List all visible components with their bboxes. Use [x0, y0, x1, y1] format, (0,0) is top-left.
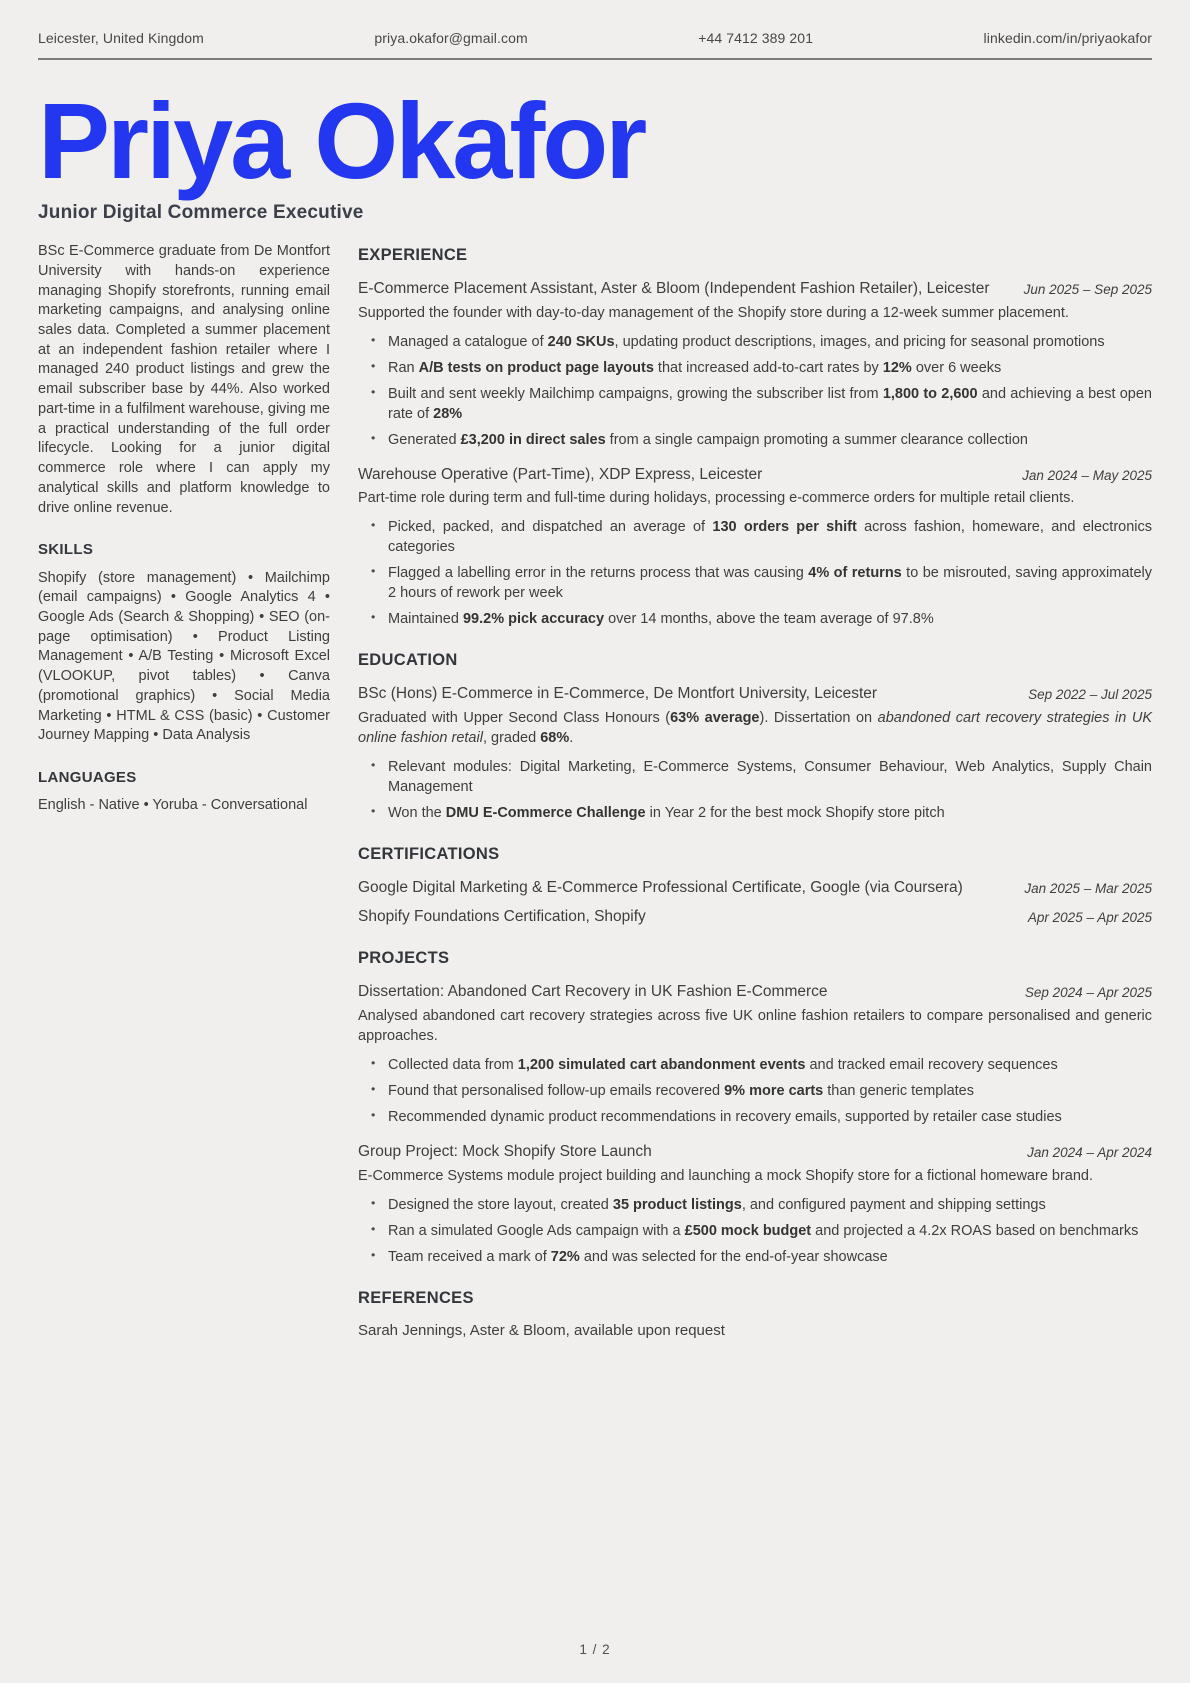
contact-email: priya.okafor@gmail.com	[374, 30, 528, 46]
entry-header	[358, 465, 1152, 486]
entry-description: Part-time role during term and full-time during holidays, processing e-commerce orders for multiple retail clients.	[358, 490, 1075, 507]
contact-phone: +44 7412 389 201	[698, 30, 814, 46]
languages-heading: LANGUAGES	[38, 769, 137, 787]
bullet-item: • Team received a mark of 72% and was selected for the end-of-year showcase	[358, 1247, 1152, 1267]
entry-header	[358, 878, 1152, 899]
content-columns	[38, 242, 1152, 1342]
bullet-item: • Maintained 99.2% pick accuracy over 14 months, above the team average of 97.8%	[358, 609, 1152, 629]
page-indicator: 1 / 2	[579, 1642, 611, 1657]
entry-date: Sep 2024 – Apr 2025	[1024, 985, 1152, 1001]
contact-location: Leicester, United Kingdom	[38, 30, 204, 46]
bullet-item: • Collected data from 1,200 simulated cart abandonment events and tracked email recovery sequences	[358, 1055, 1152, 1075]
main-content	[358, 242, 1152, 1342]
references-section	[358, 1287, 1152, 1342]
entry-title: Dissertation: Abandoned Cart Recovery in UK Fashion E-Commerce	[358, 983, 828, 1001]
bullet-item: • Built and sent weekly Mailchimp campaigns, growing the subscriber list from 1,800 to 2,600 and achieving a best open rate of 28%	[358, 384, 1152, 424]
bullet-item: • Managed a catalogue of 240 SKUs, updating product descriptions, images, and pricing for seasonal promotions	[358, 332, 1152, 352]
bullet-item: • Found that personalised follow-up emails recovered 9% more carts than generic templates	[358, 1081, 1152, 1101]
bullet-item: • Picked, packed, and dispatched an average of 130 orders per shift across fashion, homeware, and electronics categories	[358, 517, 1152, 557]
entry-date: Jan 2024 – Apr 2024	[1027, 1144, 1152, 1160]
entry-bullet-list	[358, 757, 1152, 823]
candidate-name: Priya Okafor	[38, 80, 645, 201]
candidate-title: Junior Digital Commerce Executive	[38, 202, 364, 224]
bullet-item: • Flagged a labelling error in the returns process that was causing 4% of returns to be misrouted, saving approximately 2 hours of rework per week	[358, 563, 1152, 603]
header-divider	[38, 58, 1152, 60]
entry-date: Jan 2025 – Mar 2025	[1024, 880, 1152, 896]
entry-description: Graduated with Upper Second Class Honours (63% average). Dissertation on abandoned cart recovery strategies in UK online fashion retail, graded 68%.	[358, 709, 1153, 746]
entry-date: Sep 2022 – Jul 2025	[1028, 687, 1152, 703]
projects-heading: PROJECTS	[358, 949, 450, 968]
bullet-item: • Ran a simulated Google Ads campaign with a £500 mock budget and projected a 4.2x ROAS based on benchmarks	[358, 1221, 1152, 1241]
entry-description: Supported the founder with day-to-day management of the Shopify store during a 12-week summer placement.	[358, 304, 1069, 321]
sidebar	[38, 242, 330, 1342]
entry-description: Analysed abandoned cart recovery strategies across five UK online fashion retailers to compare personalised and generic approaches.	[358, 1007, 1152, 1044]
languages-list: English - Native • Yoruba - Conversational	[38, 797, 308, 814]
entry-bullet-list	[358, 1195, 1152, 1267]
bullet-item: • Generated £3,200 in direct sales from a single campaign promoting a summer clearance collection	[358, 430, 1152, 450]
entry-header	[358, 982, 1152, 1003]
reference-text: Sarah Jennings, Aster & Bloom, available upon request	[358, 1322, 725, 1340]
experience-section	[358, 244, 1152, 629]
entry-date: Jan 2024 – May 2025	[1022, 467, 1152, 483]
entry-title: Group Project: Mock Shopify Store Launch	[358, 1142, 652, 1160]
certifications-section	[358, 843, 1152, 927]
experience-heading: EXPERIENCE	[358, 246, 468, 265]
bullet-item: • Designed the store layout, created 35 product listings, and configured payment and shipping settings	[358, 1195, 1152, 1215]
skills-heading: SKILLS	[38, 541, 94, 559]
entry-title: Warehouse Operative (Part-Time), XDP Express, Leicester	[358, 465, 763, 483]
entry-header	[358, 279, 1152, 300]
entry-header	[358, 684, 1152, 705]
education-heading: EDUCATION	[358, 651, 458, 670]
contact-bar	[38, 30, 1152, 46]
project-entry	[358, 982, 1152, 1127]
education-entry	[358, 684, 1152, 823]
entry-header	[358, 907, 1152, 928]
bullet-item: • Won the DMU E-Commerce Challenge in Year 2 for the best mock Shopify store pitch	[358, 803, 1152, 823]
projects-section	[358, 947, 1152, 1266]
entry-bullet-list	[358, 332, 1152, 450]
contact-linkedin: linkedin.com/in/priyaokafor	[983, 30, 1152, 46]
certifications-heading: CERTIFICATIONS	[358, 844, 500, 863]
entry-title: Shopify Foundations Certification, Shopify	[358, 907, 646, 925]
project-entry	[358, 1142, 1152, 1267]
entry-date: Jun 2025 – Sep 2025	[1023, 281, 1152, 297]
education-section	[358, 649, 1152, 823]
entry-description: E-Commerce Systems module project building and launching a mock Shopify store for a fictional homeware brand.	[358, 1167, 1094, 1184]
certification-entry	[358, 878, 1152, 899]
bullet-item: • Ran A/B tests on product page layouts that increased add-to-cart rates by 12% over 6 weeks	[358, 358, 1152, 378]
entry-title: Google Digital Marketing & E-Commerce Professional Certificate, Google (via Coursera)	[358, 878, 963, 896]
bullet-item: • Recommended dynamic product recommendations in recovery emails, supported by retailer case studies	[358, 1107, 1152, 1127]
entry-date: Apr 2025 – Apr 2025	[1027, 909, 1152, 925]
certification-entry	[358, 907, 1152, 928]
profile-summary: BSc E-Commerce graduate from De Montfort University with hands-on experience managing Shopify storefronts, running email marketing campaigns, and analysing online sales data. Completed a summer placement at an independent fashion retailer where I managed 240 product listings and grew the email subscriber base by 44%. Also worked part-time in a fulfilment warehouse, giving me a practical understanding of the full order lifecycle. Looking for a junior digital commerce role where I can apply my analytical skills and platform knowledge to drive online revenue.	[38, 243, 330, 516]
entry-title: BSc (Hons) E-Commerce in E-Commerce, De Montfort University, Leicester	[358, 685, 878, 703]
entry-bullet-list	[358, 517, 1152, 629]
skills-list: Shopify (store management) • Mailchimp (email campaigns) • Google Analytics 4 • Google Ads (Search & Shopping) • SEO (on-page optimisation) • Product Listing Management • A/B Testing • Microsoft Excel (VLOOKUP, pivot tables) • Canva (promotional graphics) • Social Media Marketing • HTML & CSS (basic) • Customer Journey Mapping • Data Analysis	[38, 569, 330, 744]
entry-bullet-list	[358, 1055, 1152, 1127]
entry-header	[358, 1142, 1152, 1163]
entry-title: E-Commerce Placement Assistant, Aster & Bloom (Independent Fashion Retailer), Leicester	[358, 279, 990, 297]
references-heading: REFERENCES	[358, 1288, 474, 1307]
experience-entry	[358, 279, 1152, 450]
bullet-item: • Relevant modules: Digital Marketing, E-Commerce Systems, Consumer Behaviour, Web Analytics, Supply Chain Management	[358, 757, 1152, 797]
experience-entry	[358, 465, 1152, 630]
